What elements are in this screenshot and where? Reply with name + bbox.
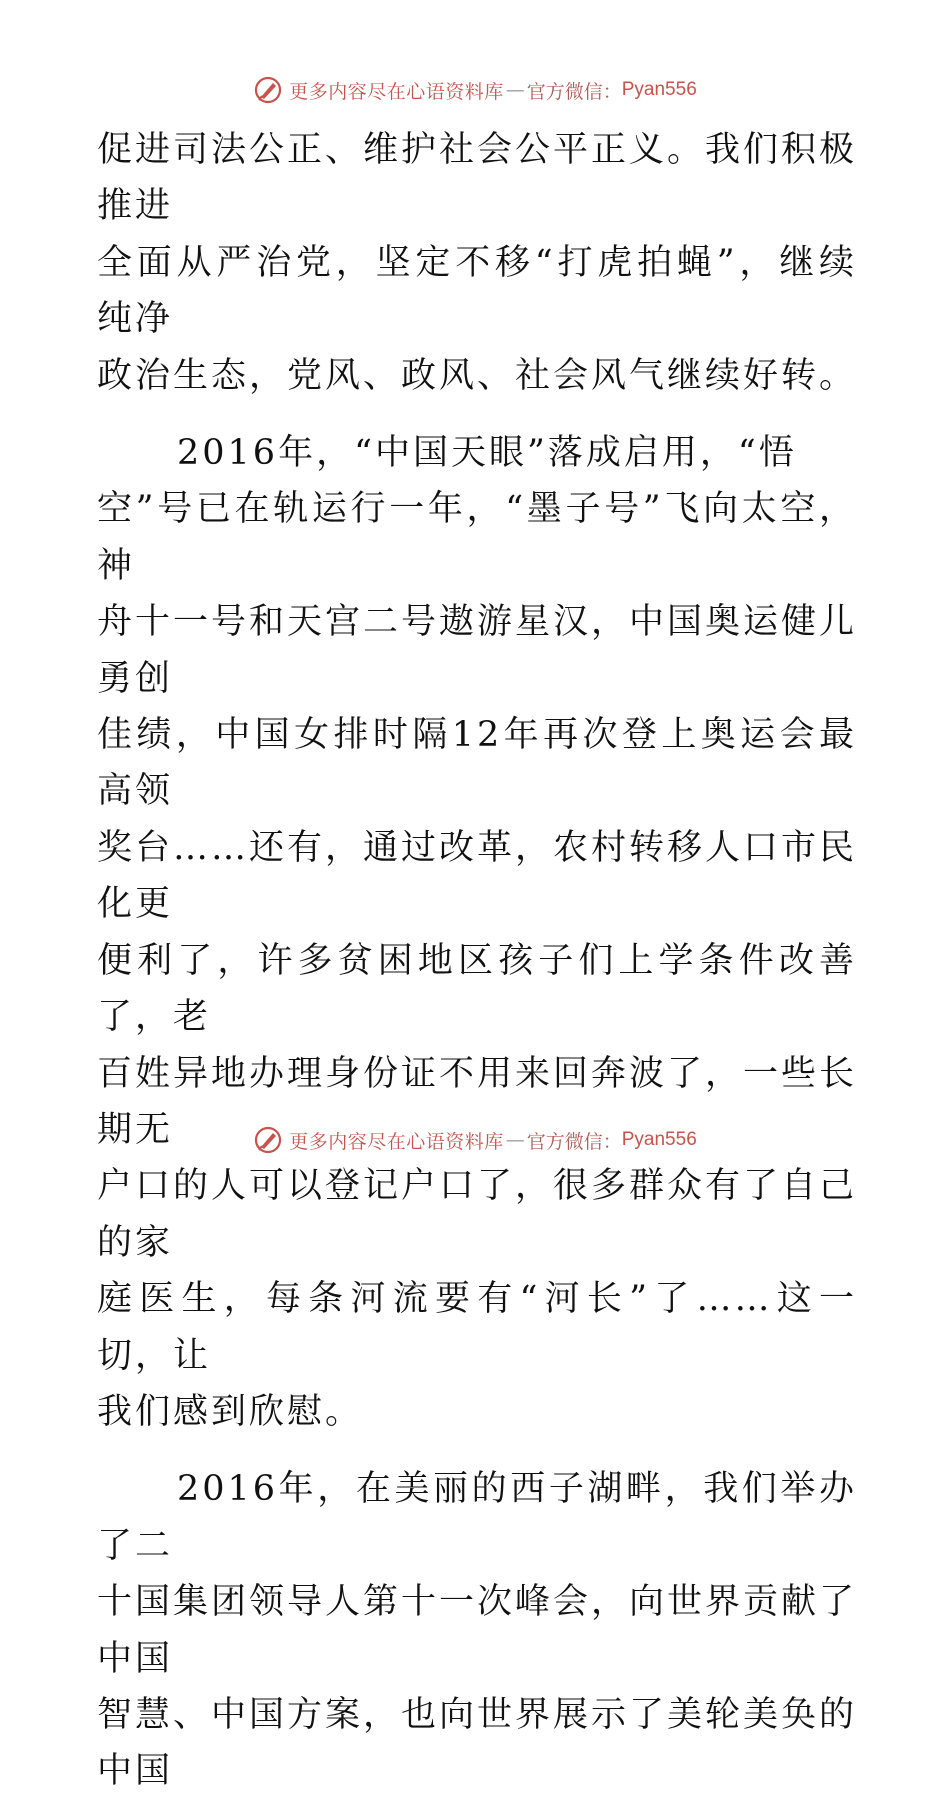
watermark-dash: — bbox=[505, 1129, 525, 1151]
text-line: 我们感到欣慰。 bbox=[97, 1391, 364, 1432]
text-line: 便利了，许多贫困地区孩子们上学条件改善了，老 bbox=[97, 940, 857, 1038]
paragraph-1 bbox=[97, 122, 857, 404]
text-line: 智慧、中国方案，也向世界展示了美轮美奂的中国 bbox=[97, 1694, 858, 1792]
text-line: 户口的人可以登记户口了，很多群众有了自己的家 bbox=[97, 1166, 858, 1263]
footer-watermark bbox=[0, 1120, 950, 1160]
text-line: 庭医生，每条河流要有“河长”了……这一切，让 bbox=[97, 1279, 857, 1376]
document-body bbox=[97, 122, 857, 1800]
watermark-wechat-id: Pyan556 bbox=[621, 1129, 697, 1150]
text-line: 全面从严治党，坚定不移“打虎拍蝇”，继续纯净 bbox=[97, 242, 857, 340]
text-line: 百姓异地办理身份证不用来回奔波了，一些长期无 bbox=[97, 1053, 858, 1150]
paragraph-2 bbox=[97, 425, 857, 1440]
text-line: 2016年，在美丽的西子湖畔，我们举办了二 bbox=[97, 1469, 857, 1566]
watermark-text: 更多内容尽在心语资料库 bbox=[289, 1130, 504, 1153]
watermark-label: 官方微信： bbox=[526, 1130, 622, 1153]
text-line: 佳绩，中国女排时隔12年再次登上奥运会最高领 bbox=[97, 715, 857, 812]
text-line: 十国集团领导人第十一次峰会，向世界贡献了中国 bbox=[97, 1582, 858, 1679]
watermark-wechat-id: Pyan556 bbox=[621, 79, 697, 100]
text-line: 奖台……还有，通过改革，农村转移人口市民化更 bbox=[97, 827, 858, 925]
header-watermark bbox=[0, 70, 950, 110]
quill-logo-icon bbox=[253, 75, 283, 105]
text-line: 舟十一号和天宫二号遨游星汉，中国奥运健儿勇创 bbox=[97, 602, 858, 699]
watermark-text: 更多内容尽在心语资料库 bbox=[289, 80, 504, 103]
text-line: 促进司法公正、维护社会公平正义。我们积极推进 bbox=[97, 130, 858, 227]
quill-logo-icon bbox=[253, 1125, 283, 1155]
watermark-label: 官方微信： bbox=[526, 80, 622, 103]
paragraph-3 bbox=[97, 1461, 857, 1799]
text-line: 2016年，“中国天眼”落成启用，“悟 bbox=[177, 433, 797, 474]
text-line: 政治生态，党风、政风、社会风气继续好转。 bbox=[97, 355, 858, 396]
watermark-dash: — bbox=[505, 79, 525, 101]
text-line: 空”号已在轨运行一年，“墨子号”飞向太空，神 bbox=[97, 489, 857, 586]
